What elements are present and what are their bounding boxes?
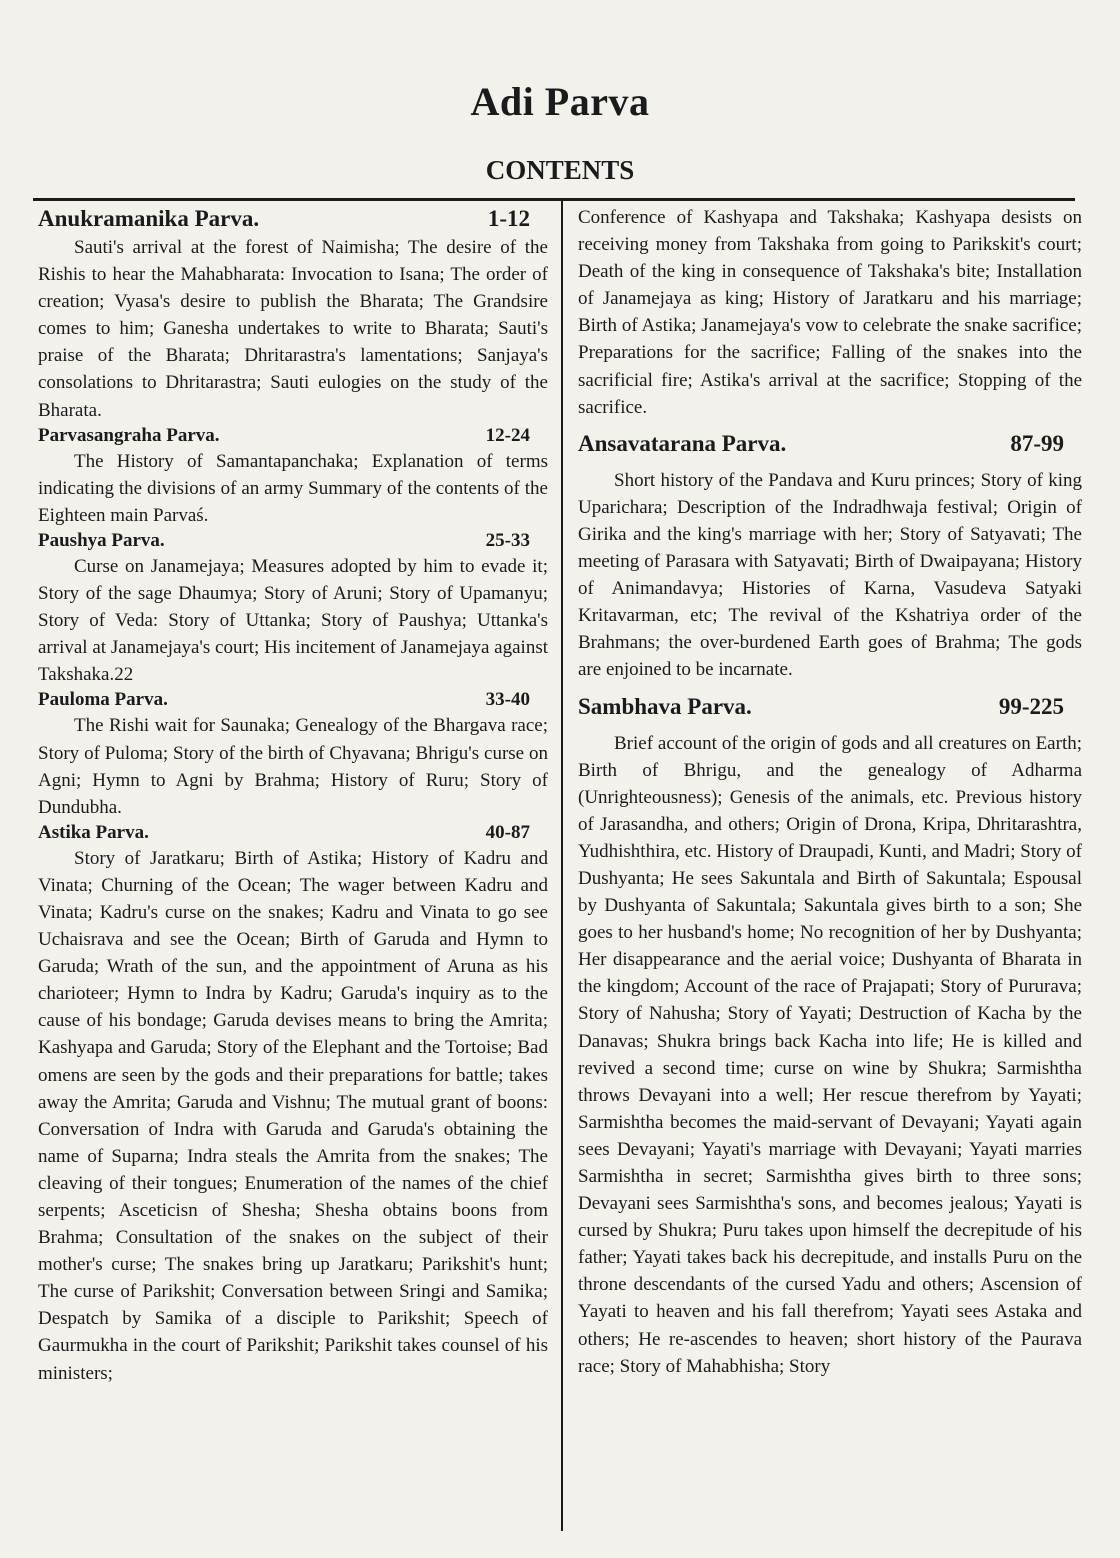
section-heading: [38, 688, 548, 712]
section-heading: [578, 692, 1082, 722]
section-summary: Curse on Janamejaya; Measures adopted by him to evade it; Story of the sage Dhaumya; Story of Aruni; Story of Upamanyu; Story of Veda: Story of Uttanka; Story of Paushya; Uttanka's arrival at Janamejaya's court; His incitement of Janamejaya against Takshaka.22: [38, 555, 548, 686]
section-pages: 1-12: [487, 206, 530, 231]
right-column: [578, 204, 1082, 1380]
section-pages: 33-40: [485, 689, 530, 711]
section-summary: Short history of the Pandava and Kuru princes; Story of king Uparichara; Description of the Indradhwaja festival; Origin of Girika and the king's marriage with her; Story of Satyavati; The meeting of Parasara with Satyavati; Birth of Dwaipayana; History of Animandavya; Histories of Karna, Vasudeva Satyaki Kritavarman, etc; The revival of the Kshatriya order of the Brahmans; the over-burdened Earth goes of Brahma; The gods are enjoined to be incarnate.: [578, 469, 1082, 681]
astika-continuation: Conference of Kashyapa and Takshaka; Kashyapa desists on receiving money from Takshaka from going to Parikskit's court; Death of the king in consequence of Takshaka's bite; Installation of Janamejaya as king; History of Jaratkaru and his marriage; Birth of Astika; Janamejaya's vow to celebrate the snake sacrifice; Preparations for the sacrifice; Falling of the snakes into the sacrificial fire; Astika's arrival at the sacrifice; Stopping of the sacrifice.: [578, 207, 1082, 418]
section-parvasangraha: [38, 424, 548, 529]
section-sambhava: [578, 692, 1082, 1380]
section-heading: [38, 821, 548, 845]
section-pauloma: [38, 688, 548, 820]
section-pages: 12-24: [485, 424, 530, 446]
section-summary: Brief account of the origin of gods and all creatures on Earth; Birth of Bhrigu, and the genealogy of Adharma (Unrighteousness); Genesis of the animals, etc. Previous history of Jarasandha, and others; Origin of Drona, Kripa, Dhritarashtra, Yudhishthira, etc. History of Draupadi, Kunti, and Madri; Story of Dushyanta; He sees Sakuntala and Birth of Sakuntala; Espousal by Dushyanta of Sakuntala; Sakuntala gives birth to a son; She goes to her husband's home; No recognition of her by Dushyanta; Her disappearance and the aerial voice; Dushyanta of Bharata in the kingdom; Account of the race of Prajapati; Story of Pururava; Story of Nahusha; Story of Yayati; Destruction of Kacha by the Danavas; Shukra brings back Kacha into life; He is killed and revived a second time; curse on wine by Shukra; Sarmishtha throws Devayani into a well; Her rescue therefrom by Yayati; Sarmishtha becomes the maid-servant of Devayani; Yayati again sees Devayani; Yayati's marriage with Devayani; Yayati marries Sarmishtha in secret; Sarmishtha gives birth to three sons; Devayani sees Sarmishtha's sons, and becomes jealous; Yayati is cursed by Shukra; Puru takes upon himself the decrepitude of his father; Yayati takes back his decrepitude, and installs Puru on the throne descendants of the cursed Yadu and others; Ascension of Yayati to heaven and his fall therefrom; Yayati sees Astaka and others; He re-ascendes to heaven; short history of the Paurava race; Story of Mahabhisha; Story: [578, 732, 1082, 1377]
section-heading: [578, 429, 1082, 459]
section-title: Parvasangraha Parva.: [38, 424, 220, 446]
section-astika: [38, 821, 548, 1387]
section-ansavatarana: [578, 429, 1082, 684]
section-title: Anukramanika Parva.: [38, 206, 260, 231]
section-pages: 40-87: [485, 821, 530, 843]
section-anukramanika: [38, 204, 548, 424]
section-summary: Story of Jaratkaru; Birth of Astika; History of Kadru and Vinata; Churning of the Ocean; The wager between Kadru and Vinata; Kadru's curse on the snakes; Kadru and Vinata to go see Uchaisrava and see the Ocean; Birth of Garuda and Hymn to Garuda; Wrath of the sun, and the appointment of Aruna as his charioteer; Hymn to Indra by Kadru; Garuda's inquiry as to the cause of his bondage; Garuda devises means to bring the Amrita; Kashyapa and Garuda; Story of the Elephant and the Tortoise; Bad omens are seen by the gods and their preparations for battle; takes away the Amrita; Garuda and Vishnu; The mutual grant of boons: Conversation of Indra with Garuda and Garuda's obtaining the name of Suparna; Indra steals the Amrita from the snakes; The cleaving of their tongues; Enumeration of the names of the chief serpents; Asceticisn of Shesha; Shesha obtains boons from Brahma; Consultation of the snakes on the subject of their mother's curse; The snakes bring up Jaratkaru; Parikshit's hunt; The curse of Parikshit; Conversation between Sringi and Samika; Despatch by Samika of a disciple to Parikshit; Speech of Gaurmukha in the court of Parikshit; Parikshit takes counsel of his ministers;: [38, 847, 548, 1384]
section-summary: The Rishi wait for Saunaka; Genealogy of the Bhargava race; Story of Puloma; Story of the birth of Chyavana; Bhrigu's curse on Agni; Hymn to Agni by Brahma; History of Ruru; Story of Dundubha.: [38, 715, 548, 818]
section-title: Pauloma Parva.: [38, 689, 168, 711]
section-title: Ansavatarana Parva.: [578, 430, 787, 456]
left-column: [38, 204, 548, 1387]
section-title: Paushya Parva.: [38, 529, 165, 551]
section-pages: 87-99: [1010, 430, 1064, 456]
section-summary: Sauti's arrival at the forest of Naimisha; The desire of the Rishis to hear the Mahabharata: Invocation to Isana; The order of creation; Vyasa's desire to publish the Bharata; The Grandsire comes to him; Ganesha undertakes to write to Bharata; Sauti's praise of the Bharata; Dhritarastra's lamentations; Sanjaya's consolations to Dhritarastra; Sauti eulogies on the study of the Bharata.: [38, 237, 548, 421]
section-pages: 99-225: [998, 693, 1064, 719]
page-title: Adi Parva: [470, 79, 650, 124]
section-heading: [38, 529, 548, 553]
section-title: Astika Parva.: [38, 821, 149, 843]
section-heading: [38, 424, 548, 448]
header-rule: [33, 198, 1075, 201]
section-title: Sambhava Parva.: [578, 693, 752, 719]
contents-heading: CONTENTS: [485, 155, 635, 185]
column-divider: [561, 201, 563, 1531]
section-heading: [38, 204, 548, 234]
section-paushya: [38, 529, 548, 688]
section-summary: The History of Samantapanchaka; Explanation of terms indicating the divisions of an army Summary of the contents of the Eighteen main Parvaś.: [38, 450, 548, 526]
section-pages: 25-33: [485, 529, 530, 551]
